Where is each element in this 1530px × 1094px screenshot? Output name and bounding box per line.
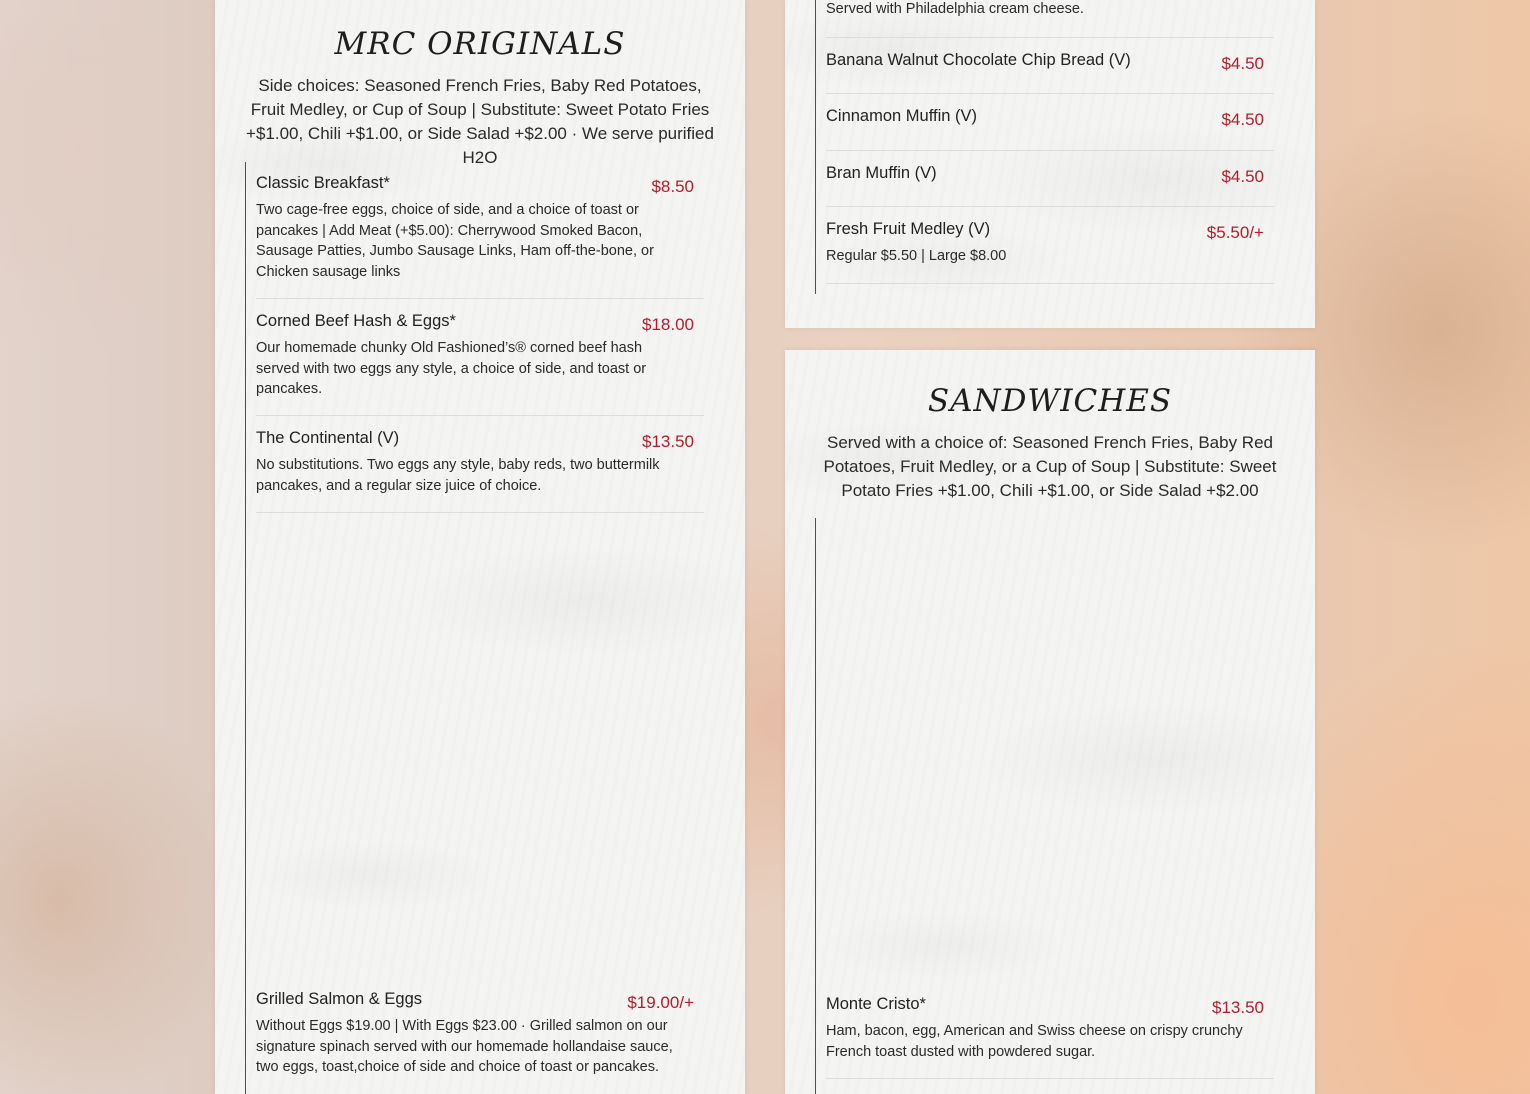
menu-item-name: Cinnamon Muffin (V) xyxy=(826,107,978,125)
menu-item[interactable] xyxy=(256,174,704,299)
menu-item-price: $4.50 xyxy=(1221,167,1264,186)
accent-line xyxy=(245,162,246,1094)
menu-item[interactable] xyxy=(256,429,704,513)
menu-item-name: Bran Muffin (V) xyxy=(826,164,937,182)
mrc-originals-panel xyxy=(215,0,745,1094)
menu-item-description: Ham, bacon, egg, American and Swiss cheese on crispy crunchy French toast dusted with powdered sugar. xyxy=(826,1023,1243,1060)
menu-item[interactable] xyxy=(826,995,1274,1079)
bakery-panel xyxy=(785,0,1315,328)
menu-item-price: $13.50 xyxy=(642,432,694,451)
menu-item-name: Monte Cristo* xyxy=(826,995,926,1013)
section-title: MRC ORIGINALS xyxy=(334,26,626,62)
section-description: Side choices: Seasoned French Fries, Baby Red Potatoes, Fruit Medley, or Cup of Soup | Substitute: Sweet Potato Fries +$1.00, Chili +$1.00, or Side Salad +$2.00 · We serve purified H2O xyxy=(246,76,714,167)
menu-item-description: No substitutions. Two eggs any style, baby reds, two buttermilk pancakes, and a regular size juice of choice. xyxy=(256,457,660,494)
menu-item-price: $5.50/+ xyxy=(1206,223,1264,242)
menu-item-name: Banana Walnut Chocolate Chip Bread (V) xyxy=(826,51,1131,69)
menu-item-price: $19.00/+ xyxy=(627,993,694,1012)
menu-item[interactable] xyxy=(256,990,704,1094)
section-description: Served with a choice of: Seasoned French Fries, Baby Red Potatoes, Fruit Medley, or a Cup of Soup | Substitute: Sweet Potato Fries +$1.00, Chili +$1.00, or Side Salad +$2.00 xyxy=(823,433,1277,500)
menu-item[interactable] xyxy=(826,107,1274,151)
menu-item-price: $8.50 xyxy=(651,177,694,196)
menu-item-name: Fresh Fruit Medley (V) xyxy=(826,220,991,238)
divider xyxy=(826,37,1274,38)
sandwiches-panel xyxy=(785,350,1315,1094)
menu-item-name: Classic Breakfast* xyxy=(256,174,390,192)
menu-item-description: Served with Philadelphia cream cheese. xyxy=(826,1,1084,17)
menu-item-price: $4.50 xyxy=(1221,54,1264,73)
menu-item[interactable] xyxy=(826,220,1274,284)
menu-item-description: Regular $5.50 | Large $8.00 xyxy=(826,248,1007,264)
menu-item-description: Two cage-free eggs, choice of side, and a choice of toast or pancakes | Add Meat (+$5.00): Cherrywood Smoked Bacon, Sausage Patties, Jumbo Sausage Links, Ham off-the-bone, or Chicken sausage links xyxy=(256,202,654,280)
menu-item-description: Our homemade chunky Old Fashioned’s® corned beef hash served with two eggs any style, a choice of side, and toast or pancakes. xyxy=(256,340,647,397)
section-title: SANDWICHES xyxy=(927,383,1173,419)
menu-item-price: $13.50 xyxy=(1212,998,1264,1017)
menu-item-name: The Continental (V) xyxy=(256,429,400,447)
menu-item-description: Without Eggs $19.00 | With Eggs $23.00 · Grilled salmon on our signature spinach served with our homemade hollandaise sauce, two eggs, toast,choice of side and choice of toast or pancakes. xyxy=(256,1018,673,1075)
menu-item[interactable] xyxy=(826,51,1274,94)
menu-item-name: Grilled Salmon & Eggs xyxy=(256,990,422,1008)
menu-item-name: Corned Beef Hash & Eggs* xyxy=(256,312,456,330)
accent-line xyxy=(815,518,816,1094)
menu-item-price: $4.50 xyxy=(1221,110,1264,129)
menu-item-price: $18.00 xyxy=(642,315,694,334)
menu-item[interactable] xyxy=(256,312,704,416)
menu-item[interactable] xyxy=(826,164,1274,207)
accent-line xyxy=(815,0,816,294)
